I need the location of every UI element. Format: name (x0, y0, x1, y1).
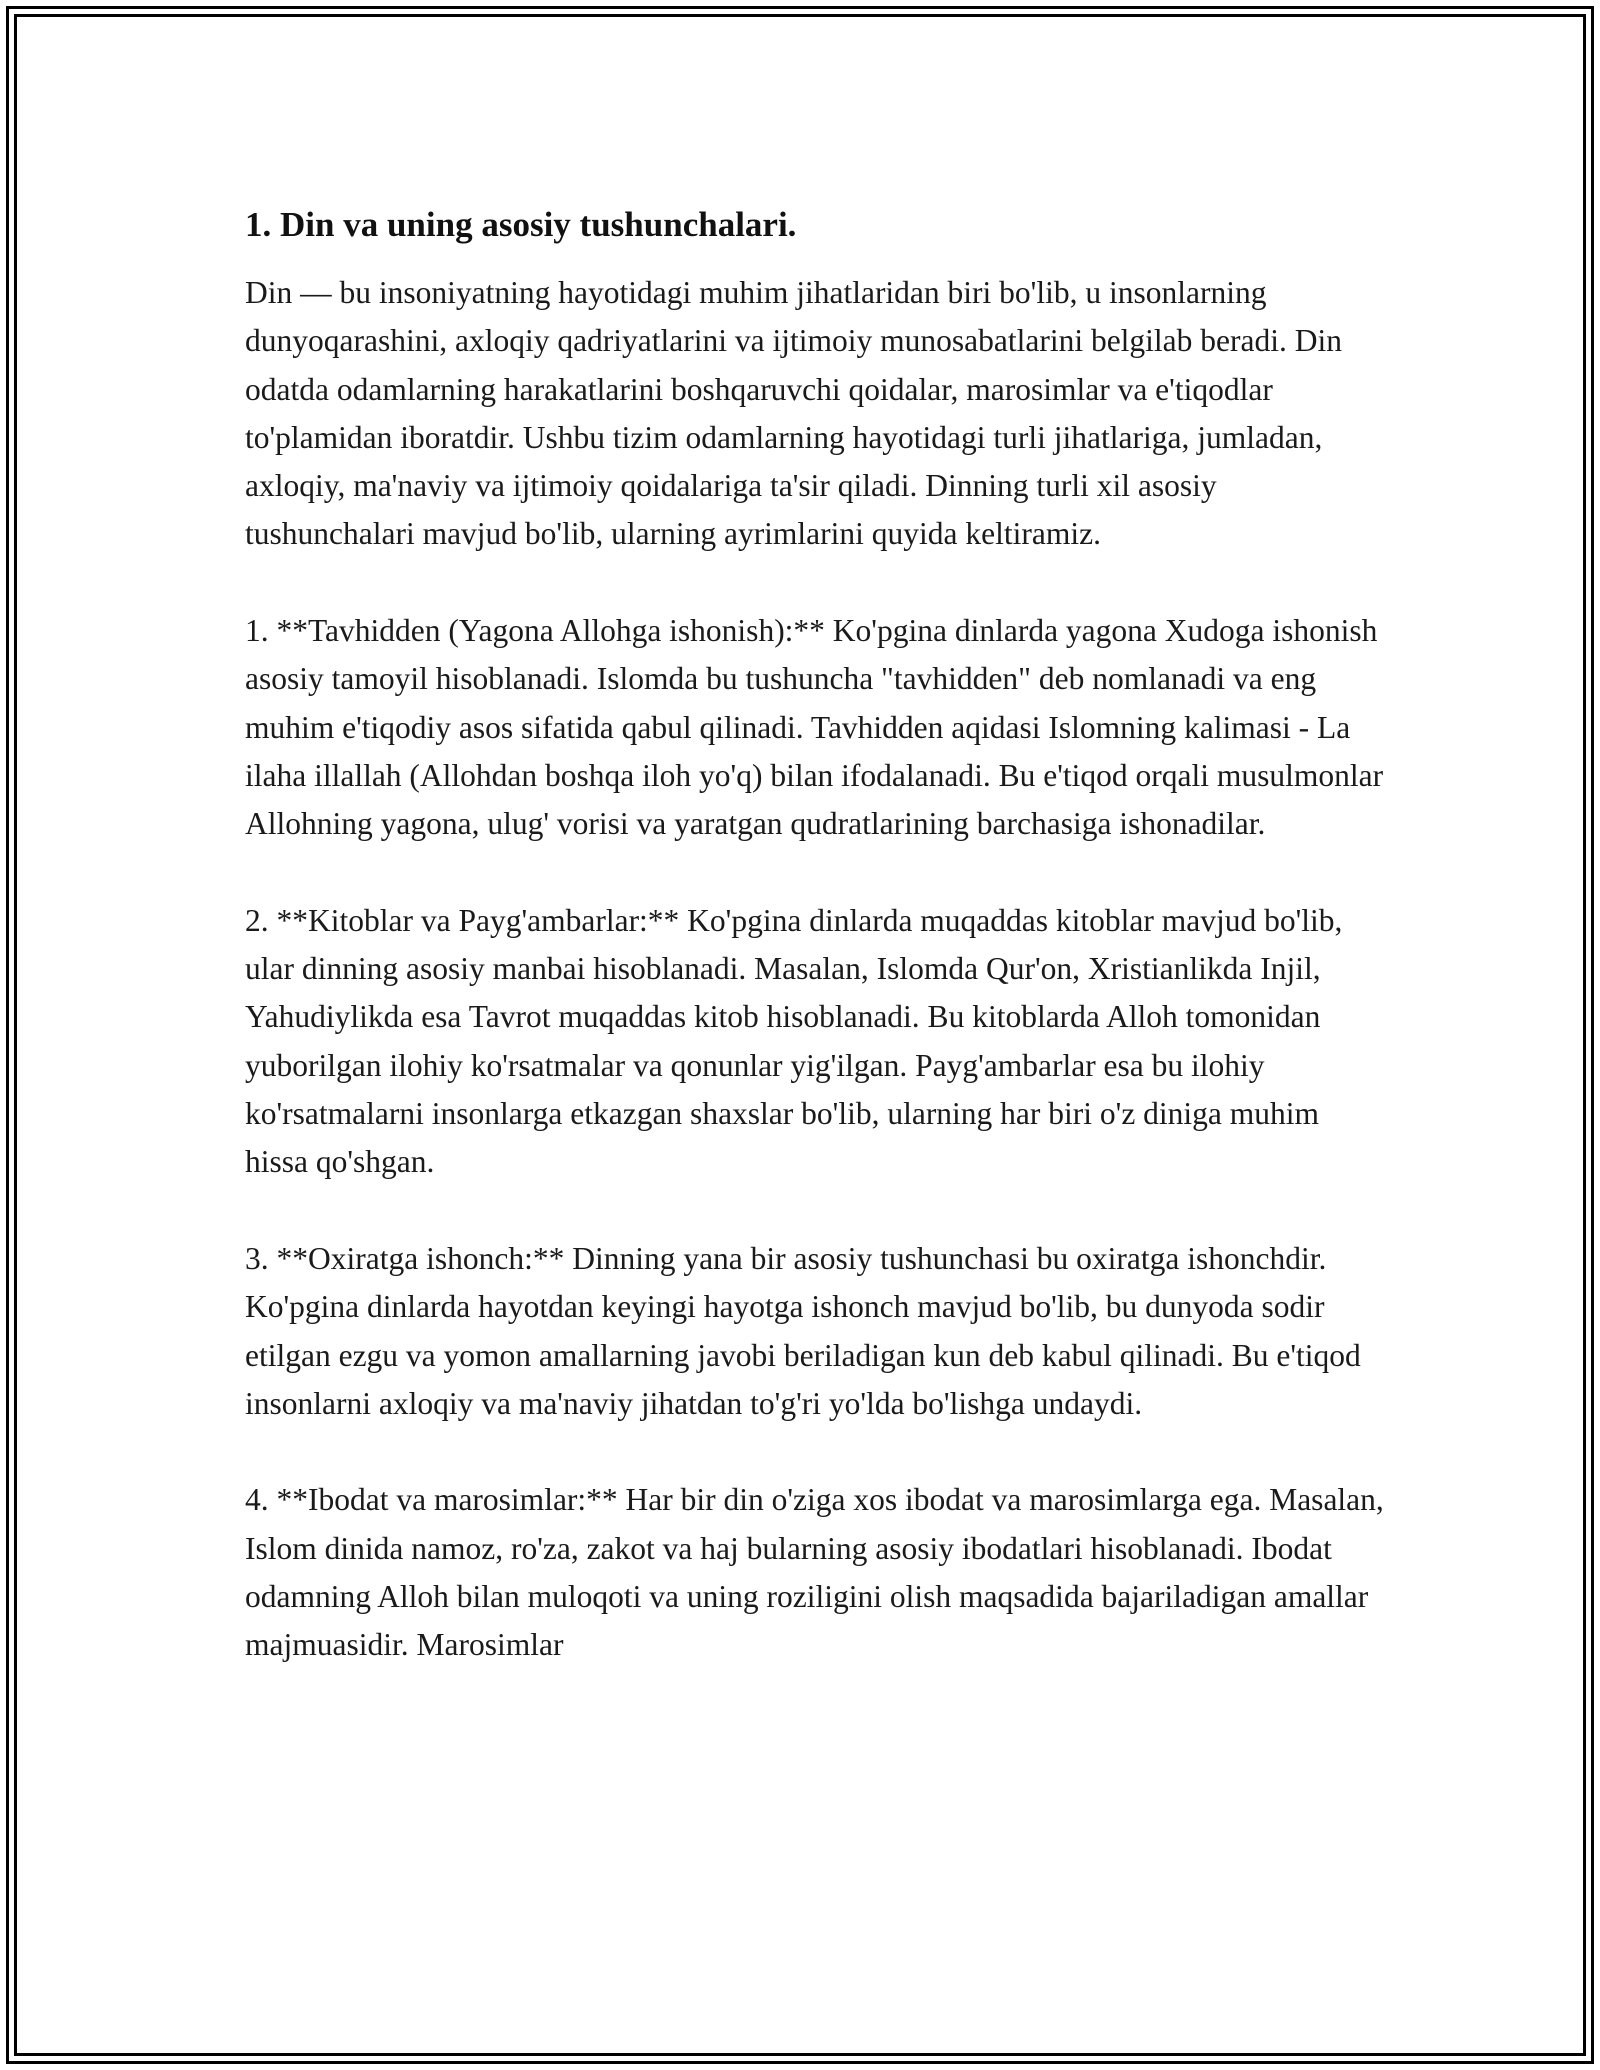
document-body (245, 197, 1385, 1670)
intro-paragraph: Din — bu insoniyatning hayotidagi muhim jihatlaridan biri bo'lib, u insonlarning dunyoqarashini, axloqiy qadriyatlarini va ijtimoiy munosabatlarini belgilab beradi. Din odatda odamlarning harakatlarini boshqaruvchi qoidalar, marosimlar va e'tiqodlar to'plamidan iboratdir. Ushbu tizim odamlarning hayotidagi turli jihatlariga, jumladan, axloqiy, ma'naviy va ijtimoiy qoidalariga ta'sir qiladi. Dinning turli xil asosiy tushunchalari mavjud bo'lib, ularning ayrimlarini quyida keltiramiz. (245, 275, 1342, 552)
paragraph-ibodat: 4. **Ibodat va marosimlar:** Har bir din o'ziga xos ibodat va marosimlarga ega. Masalan, Islom dinida namoz, ro'za, zakot va haj bularning asosiy ibodatlari hisoblanadi. Ibodat odamning Alloh bilan muloqoti va uning roziligini olish maqsadida bajariladigan amallar majmuasidir. Marosimlar (245, 1482, 1384, 1663)
paragraph-tavhid: 1. **Tavhidden (Yagona Allohga ishonish):** Ko'pgina dinlarda yagona Xudoga ishonish asosiy tamoyil hisoblanadi. Islomda bu tushuncha "tavhidden" deb nomlanadi va eng muhim e'tiqodiy asos sifatida qabul qilinadi. Tavhidden aqidasi Islomning kalimasi - La ilaha illallah (Allohdan boshqa iloh yo'q) bilan ifodalanadi. Bu e'tiqod orqali musulmonlar Allohning yagona, ulug' vorisi va yaratgan qudratlarining barchasiga ishonadilar. (245, 613, 1384, 842)
document-title: 1. Din va uning asosiy tushunchalari. (245, 205, 797, 244)
page-border (6, 6, 1594, 2064)
paragraph-oxirat: 3. **Oxiratga ishonch:** Dinning yana bir asosiy tushunchasi bu oxiratga ishonchdir. Ko'pgina dinlarda hayotdan keyingi hayotga ishonch mavjud bo'lib, bu dunyoda sodir etilgan ezgu va yomon amallarning javobi beriladigan kun deb kabul qilinadi. Bu e'tiqod insonlarni axloqiy va ma'naviy jihatdan to'g'ri yo'lda bo'lishga undaydi. (245, 1240, 1361, 1421)
paragraph-kitoblar: 2. **Kitoblar va Payg'ambarlar:** Ko'pgina dinlarda muqaddas kitoblar mavjud bo'lib, ular dinning asosiy manbai hisoblanadi. Masalan, Islomda Qur'on, Xristianlikda Injil, Yahudiylikda esa Tavrot muqaddas kitob hisoblanadi. Bu kitoblarda Alloh tomonidan yuborilgan ilohiy ko'rsatmalar va qonunlar yig'ilgan. Payg'ambarlar esa bu ilohiy ko'rsatmalarni insonlarga etkazgan shaxslar bo'lib, ularning har biri o'z diniga muhim hissa qo'shgan. (245, 902, 1343, 1180)
